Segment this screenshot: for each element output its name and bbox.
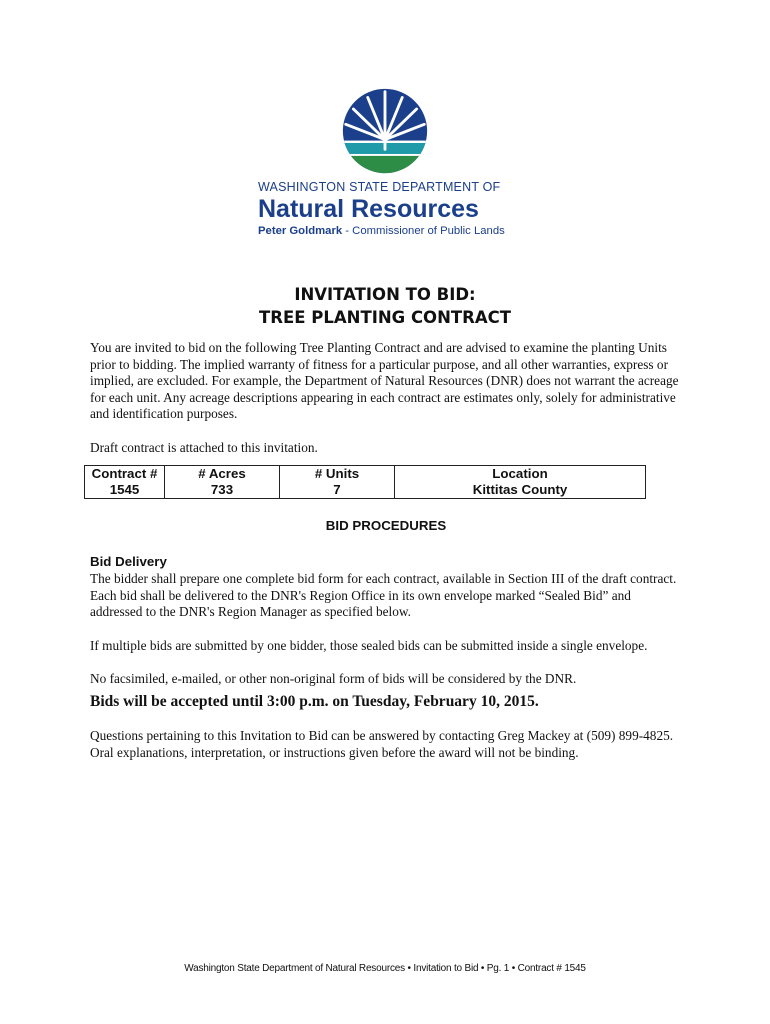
agency-name	[258, 180, 518, 237]
page-title	[0, 283, 770, 329]
acres-value: 733	[165, 482, 280, 499]
title-line1: INVITATION TO BID:	[294, 285, 476, 304]
title-line2: TREE PLANTING CONTRACT	[259, 308, 511, 327]
no-fax-text: No facsimiled, e-mailed, or other non-original form of bids will be considered by the DNR.	[90, 671, 577, 686]
dnr-tree-sun-icon	[337, 86, 433, 176]
commissioner-name: Peter Goldmark	[258, 225, 343, 237]
table-row	[85, 482, 646, 499]
bid-delivery-text: The bidder shall prepare one complete bid form for each contract, available in Section III of the draft contract. Each bid shall be delivered to the DNR's Region Office in its own envelope marked “Sealed Bid” and addressed to the DNR's Region Manager as specified below.	[90, 571, 677, 619]
col-contract-header: Contract #	[85, 466, 165, 483]
multiple-bids-text: If multiple bids are submitted by one bidder, those sealed bids can be submitted inside a single envelope.	[90, 637, 648, 653]
col-units-header: # Units	[280, 466, 395, 483]
location-value: Kittitas County	[395, 482, 646, 499]
contract-number: 1545	[85, 482, 165, 499]
table-header-row	[85, 466, 646, 483]
commissioner-line	[258, 225, 518, 237]
units-value: 7	[280, 482, 395, 499]
col-acres-header: # Acres	[165, 466, 280, 483]
document-body	[90, 340, 682, 761]
col-location-header: Location	[395, 466, 646, 483]
intro-paragraph: You are invited to bid on the following Tree Planting Contract and are advised to examine the planting Units prior to bidding. The implied warranty of fitness for a particular purpose, and all other warranties, express or implied, are excluded. For example, the Department of Natural Resources (DNR) does not warrant the acreage for each unit. Any acreage descriptions appearing in each contract are estimates only, solely for administrative and identification purposes.	[90, 340, 679, 421]
contract-table	[84, 465, 646, 499]
bid-procedures-heading: BID PROCEDURES	[325, 518, 447, 533]
commissioner-title: - Commissioner of Public Lands	[342, 225, 505, 237]
bid-delivery-heading: Bid Delivery	[90, 553, 167, 569]
questions-text: Questions pertaining to this Invitation to Bid can be answered by contacting Greg Mackey at (509) 899-4825. Oral explanations, interpretation, or instructions given before the award will not be binding.	[90, 728, 674, 760]
agency-line2: Natural Resources	[258, 195, 479, 223]
agency-line1: WASHINGTON STATE DEPARTMENT OF	[258, 180, 501, 194]
logo	[0, 86, 770, 176]
draft-note: Draft contract is attached to this invitation.	[90, 439, 318, 455]
deadline-text: Bids will be accepted until 3:00 p.m. on Tuesday, February 10, 2015.	[90, 692, 539, 710]
page-footer: Washington State Department of Natural Resources • Invitation to Bid • Pg. 1 • Contract # 1545	[184, 963, 586, 974]
